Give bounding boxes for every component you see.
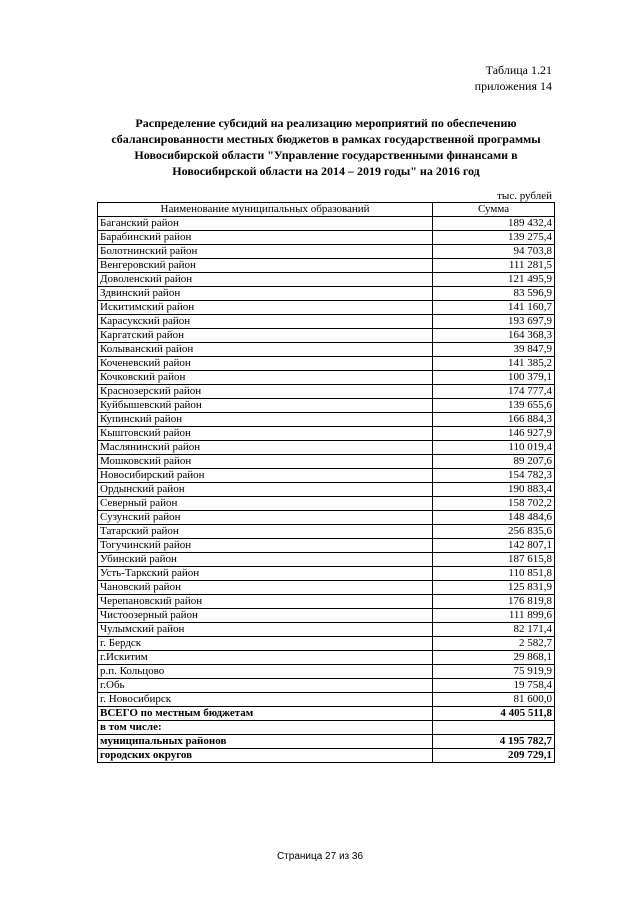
table-row [98,371,555,385]
table-number: Таблица 1.21 [485,63,552,77]
municipality-name: Венгеровский район [98,259,433,273]
subsidy-sum: 110 851,8 [433,567,555,581]
subsidy-sum: 2 582,7 [433,637,555,651]
table-row [98,483,555,497]
breakdown-label: городских округов [98,749,433,763]
subsidy-sum: 187 615,8 [433,553,555,567]
subsidy-sum: 154 782,3 [433,469,555,483]
table-row [98,595,555,609]
municipality-name: Болотнинский район [98,245,433,259]
subsidy-sum: 166 884,3 [433,413,555,427]
municipality-name: р.п. Кольцово [98,665,433,679]
table-row [98,399,555,413]
subsidy-sum: 193 697,9 [433,315,555,329]
subsidy-sum: 125 831,9 [433,581,555,595]
municipality-name: Куйбышевский район [98,399,433,413]
municipality-name: Новосибирский район [98,469,433,483]
subsidy-sum: 121 495,9 [433,273,555,287]
table-row [98,539,555,553]
document-title [98,115,554,179]
subsidy-sum: 148 484,6 [433,511,555,525]
title-line: Новосибирской области на 2014 – 2019 годы" на 2016 год [172,164,480,178]
table-row [98,217,555,231]
table-row [98,553,555,567]
title-line: Распределение субсидий на реализацию мероприятий по обеспечению [135,116,517,130]
subsidy-sum: 100 379,1 [433,371,555,385]
subsidy-sum: 82 171,4 [433,623,555,637]
municipality-name: Кыштовский район [98,427,433,441]
municipality-name: Сузунский район [98,511,433,525]
subsidy-sum: 139 655,6 [433,399,555,413]
table-row [98,441,555,455]
municipality-name: Усть-Таркский район [98,567,433,581]
table-row [98,329,555,343]
subsidy-sum: 94 703,8 [433,245,555,259]
subsidy-sum: 19 758,4 [433,679,555,693]
subsidy-sum: 139 275,4 [433,231,555,245]
subsidy-sum: 190 883,4 [433,483,555,497]
table-row [98,511,555,525]
table-body [98,217,555,707]
municipality-name: Баганский район [98,217,433,231]
municipality-name: Искитимский район [98,301,433,315]
municipality-name: г. Бердск [98,637,433,651]
municipality-name: Коченевский район [98,357,433,371]
breakdown-sum: 4 195 782,7 [433,735,555,749]
subsidy-sum: 164 368,3 [433,329,555,343]
municipality-name: Краснозерский район [98,385,433,399]
including-label: в том числе: [98,721,433,735]
municipality-name: Чистоозерный район [98,609,433,623]
municipality-name: Купинский район [98,413,433,427]
total-sum: 4 405 511,8 [433,707,555,721]
page-footer: Страница 27 из 36 [276,851,364,862]
total-label: ВСЕГО по местным бюджетам [98,707,433,721]
table-row [98,245,555,259]
breakdown-row [98,735,555,749]
table-row [98,315,555,329]
table-row [98,231,555,245]
municipality-name: Татарский район [98,525,433,539]
including-row [98,721,555,735]
table-row [98,679,555,693]
subsidy-sum: 189 432,4 [433,217,555,231]
including-empty-cell [433,721,555,735]
table-row [98,693,555,707]
table-row [98,665,555,679]
table-row [98,287,555,301]
municipality-name: г.Искитим [98,651,433,665]
municipality-name: Мошковский район [98,455,433,469]
table-row [98,567,555,581]
table-row [98,497,555,511]
subsidy-sum: 81 600,0 [433,693,555,707]
municipality-name: Барабинский район [98,231,433,245]
table-reference [475,62,552,94]
municipality-name: Тогучинский район [98,539,433,553]
subsidy-sum: 83 596,9 [433,287,555,301]
table-row [98,301,555,315]
subsidy-sum: 89 207,6 [433,455,555,469]
municipality-name: Маслянинский район [98,441,433,455]
municipality-name: г.Обь [98,679,433,693]
municipality-name: Карасукский район [98,315,433,329]
units-label: тыс. рублей [497,190,552,202]
subsidy-sum: 39 847,9 [433,343,555,357]
municipality-name: Доволенский район [98,273,433,287]
title-line: сбалансированности местных бюджетов в рамках государственной программы [111,132,541,146]
breakdown-sum: 209 729,1 [433,749,555,763]
column-header-name: Наименование муниципальных образований [98,203,433,217]
table-row [98,469,555,483]
subsidy-sum: 176 819,8 [433,595,555,609]
municipality-name: Чановский район [98,581,433,595]
subsidy-sum: 158 702,2 [433,497,555,511]
municipality-name: Черепановский район [98,595,433,609]
municipality-name: Чулымский район [98,623,433,637]
subsidy-sum: 174 777,4 [433,385,555,399]
subsidy-sum: 142 807,1 [433,539,555,553]
table-row [98,413,555,427]
table-row [98,609,555,623]
title-line: Новосибирской области "Управление государственными финансами в [134,148,518,162]
column-header-sum: Сумма [433,203,555,217]
table-row [98,259,555,273]
subsidy-sum: 256 835,6 [433,525,555,539]
subsidy-sum: 110 019,4 [433,441,555,455]
subsidy-sum: 111 281,5 [433,259,555,273]
table-row [98,343,555,357]
subsidy-sum: 146 927,9 [433,427,555,441]
table-row [98,273,555,287]
table-row [98,623,555,637]
table-row [98,427,555,441]
subsidy-sum: 29 868,1 [433,651,555,665]
table-row [98,651,555,665]
municipality-name: Северный район [98,497,433,511]
table-row [98,455,555,469]
table-row [98,357,555,371]
breakdown-row [98,749,555,763]
municipality-name: Ордынский район [98,483,433,497]
table-row [98,525,555,539]
subsidy-sum: 141 160,7 [433,301,555,315]
breakdown-label: муниципальных районов [98,735,433,749]
subsidy-sum: 141 385,2 [433,357,555,371]
table-header-row [98,203,555,217]
municipality-name: Колыванский район [98,343,433,357]
subsidies-table [97,202,555,763]
table-row [98,637,555,651]
municipality-name: Здвинский район [98,287,433,301]
municipality-name: Кочковский район [98,371,433,385]
subsidy-sum: 75 919,9 [433,665,555,679]
municipality-name: Убинский район [98,553,433,567]
subsidy-sum: 111 899,6 [433,609,555,623]
municipality-name: Каргатский район [98,329,433,343]
table-row [98,581,555,595]
appendix-reference: приложения 14 [474,79,552,93]
table-row [98,385,555,399]
municipality-name: г. Новосибирск [98,693,433,707]
total-row [98,707,555,721]
